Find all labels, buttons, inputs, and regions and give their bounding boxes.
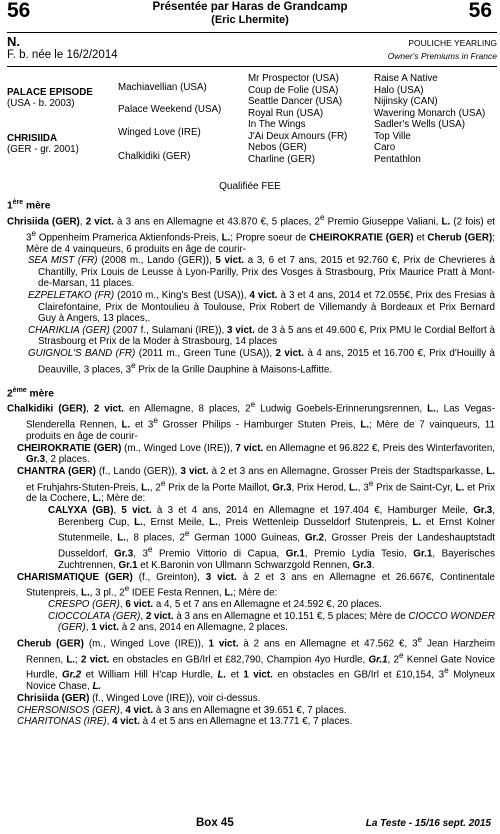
produce-guignols-band: GUIGNOL'S BAND (FR) (2011 m., Green Tune (USA)), 2 vict. à 4 ans, 2015 et 16.700 €, Prix d'Houilly à Deauville, 3 places, 3e Prix de la Grille Dauphine à Maisons-Laffitte.: [28, 348, 495, 375]
pedigree-table: [7, 73, 499, 173]
dam-entry: Chrisiida (GER), 2 vict. à 3 ans en Allemagne et 43.870 €, 5 places, 2e Premio Giuseppe Valiani, L. (2 fois) et 3e Oppenheim Pramerica Aktienfonds-Preis, L.; Propre soeur de CHEIROKRATIE (GER) et Cherub (GER); Mère de 4 vainqueurs, 6 produits en âge de courir-: [7, 212, 496, 255]
gen4-2: Nijinsky (CAN): [374, 96, 438, 107]
gen4-7: Pentathlon: [374, 153, 421, 165]
produce-cheirokratie: CHEIROKRATIE (GER) (m., Winged Love (IRE)), 7 vict. en Allemagne et 96.822 €, Preis des Winterfavoriten, Gr.3, 2 places.: [17, 442, 495, 466]
gen3-0: Mr Prospector (USA): [248, 73, 339, 84]
consignor-title: Présentée par Haras de Grandcamp: [152, 1, 348, 13]
produce-crespo: CRESPO (GER), 6 vict. a 4, 5 et 7 ans en Allemagne et 24.592 €, 20 places.: [48, 598, 382, 610]
dam-name: CHRISIIDA: [7, 133, 58, 144]
page-footer: [0, 816, 500, 832]
produce-record: [7, 193, 495, 728]
gen2-1: Palace Weekend (USA): [118, 104, 222, 115]
lot-number-right: 56: [468, 0, 492, 22]
lot-number-left: 56: [7, 0, 31, 22]
produce-ezpeletako: EZPELETAKO (FR) (2010 m., King's Best (USA)), 4 vict. à 3 et 4 ans, 2014 et 72.055€, Prix des Fresias à Clairefontaine, Prix de Montoulieu à Toulouse, Prix Robert de Villemandy à Bordeaux et Prix Bernard Guy à Angers, 13 places,.: [28, 290, 495, 325]
produce-cherub: Cherub (GER) (m., Winged Love (IRE)), 1 vict. à 2 ans en Allemagne et 47.562 €, 3e Jean Harzheim Rennen, L.; 2 vict. en obstacles en GB/Irl et £82,790, Champion 4yo Hurdle, Gr.1, 2e Kennel Gate Novice Hurdle, Gr.2 et William Hill H'cap Hurdle, L. et 1 vict. en obstacles en GB/Irl et £10,154, 3e Molyneux Novice Chase, L.: [17, 634, 495, 693]
produce-chariklia: CHARIKLIA (GER) (2007 f., Sulamani (IRE)), 3 vict. de 3 à 5 ans et 49.600 €, Prix PMU le Cordial Belfort à Strasbourg et Prix de la Moder à Strasbourg, 14 places: [28, 324, 495, 348]
gen3-4: In The Wings: [248, 119, 306, 130]
gen3-7: Charline (GER): [248, 153, 315, 165]
gen4-6: Caro: [374, 142, 396, 153]
produce-chersonisos: CHERSONISOS (GER), 4 vict. à 3 ans en Allemagne et 39.651 €, 7 places.: [17, 704, 347, 716]
gen3-6: Nebos (GER): [248, 142, 307, 153]
sire-name: PALACE EPISODE: [7, 87, 93, 98]
gen3-2: Seattle Dancer (USA): [248, 96, 343, 107]
dam-info: (GER - gr. 2001): [7, 144, 79, 156]
dam-block: [7, 133, 117, 156]
horse-category: POULICHE YEARLING: [408, 38, 497, 48]
gen3-3: Royal Run (USA): [248, 107, 324, 119]
identity-rule: [7, 66, 497, 67]
produce-sea-mist: SEA MIST (FR) (2008 m., Lando (GER)), 5 vict. a 3, 6 et 7 ans, 2015 et 92.760 €, Prix de Chevrieres à Chantilly, Prix Louis de Leusse à Lyon-Parilly, Prix des Vosges à Strasbourg, Prix Maurice Pratt à Mont-de-Marsan, 11 places.: [28, 255, 495, 290]
produce-charismatique: CHARISMATIQUE (GER) (f., Greinton), 3 vict. à 2 et 3 ans en Allemagne et 26.667€, Continentale Stutenpreis, L., 3 pl., 2e IDEE Festa Rennen, L.; Mère de:: [17, 571, 495, 599]
gen2-3: Chalkidiki (GER): [118, 151, 191, 162]
second-dam-entry: Chalkidiki (GER), 2 vict. en Allemagne, 8 places, 2e Ludwig Goebels-Erinnerungsrennen, L., Las Vegas-Slenderella Rennen, L. et 3e Grosser Philips - Hamburger Stuten Preis, L.; Mère de 7 vainqueurs, 11 produits en âge de courir-: [7, 400, 495, 443]
produce-calyxa: CALYXA (GB), 5 vict. à 3 et 4 ans, 2014 en Allemagne et 197.404 €, Hamburger Meile, Gr.3, Berenberg Cup, L., Ernst Meile, L., Preis Wettenleip Dusseldorf Stutenpreis, L. et Ernst Kolner Stutenmeile, L., 8 places, 2e German 1000 Guineas, Gr.2, Grosser Preis der Landeshauptstadt Dusseldorf, Gr.3, 3e Premio Vittorio di Capua, Gr.1, Premio Lydia Tesio, Gr.1, Bayerisches Zuchtrennen, Gr.1 et K.Baronin von Ullmann Schwarzgold Rennen, Gr.3.: [48, 505, 496, 571]
gen4-5: Top Ville: [374, 130, 411, 142]
consignor-subtitle: (Eric Lhermite): [211, 14, 289, 26]
gen4-1: Halo (USA): [374, 84, 424, 96]
produce-charitonas: CHARITONAS (IRE), 4 vict. à 4 et 5 ans en Allemagne et 13.771 €, 7 places.: [17, 716, 353, 728]
horse-birth: F. b. née le 16/2/2014: [7, 49, 118, 61]
sire-info: (USA - b. 2003): [7, 98, 75, 110]
gen3-1: Coup de Folie (USA): [248, 84, 339, 96]
gen3-5: J'Ai Deux Amours (FR): [248, 130, 348, 142]
owner-premiums-note: Owner's Premiums in France: [387, 51, 497, 61]
sale-info: La Teste - 15/16 sept. 2015: [365, 818, 491, 829]
sire-block: [7, 87, 117, 110]
produce-chrisiida: Chrisiida (GER) (f., Winged Love (IRE)), voir ci-dessus.: [17, 692, 261, 704]
gen2-2: Winged Love (IRE): [118, 127, 201, 138]
gen4-3: Wavering Monarch (USA): [374, 107, 486, 119]
header-rule: [7, 32, 497, 33]
box-number: Box 45: [196, 817, 234, 829]
gen2-0: Machiavellian (USA): [118, 82, 207, 93]
gen4-0: Raise A Native: [374, 73, 438, 84]
section-second-dam: 2ème mère: [7, 386, 54, 399]
qualification: Qualifiée FEE: [219, 181, 281, 192]
section-first-dam: 1ère mère: [7, 199, 51, 212]
produce-cioccolata: CIOCCOLATA (GER), 2 vict. à 3 ans en Allemagne et 10.151 €, 5 places; Mère de CIOCCO WONDER (GER), 1 vict. à 2 ans, 2014 en Allemagne, 2 places.: [48, 610, 495, 634]
produce-chantra: CHANTRA (GER) (f., Lando (GER)), 3 vict. à 2 et 3 ans en Allemagne, Grosser Preis der Stadtsparkasse, L. et Fruhjahrs-Stuten-Preis, L., 2e Prix de la Porte Maillot, Gr.3, Prix Herod, L., 3e Prix de Saint-Cyr, L. et Prix de la Cochere, L.; Mère de:: [17, 465, 495, 505]
page-header: [0, 0, 500, 30]
horse-name: N.: [7, 34, 20, 49]
gen4-4: Sadler's Wells (USA): [374, 119, 465, 130]
